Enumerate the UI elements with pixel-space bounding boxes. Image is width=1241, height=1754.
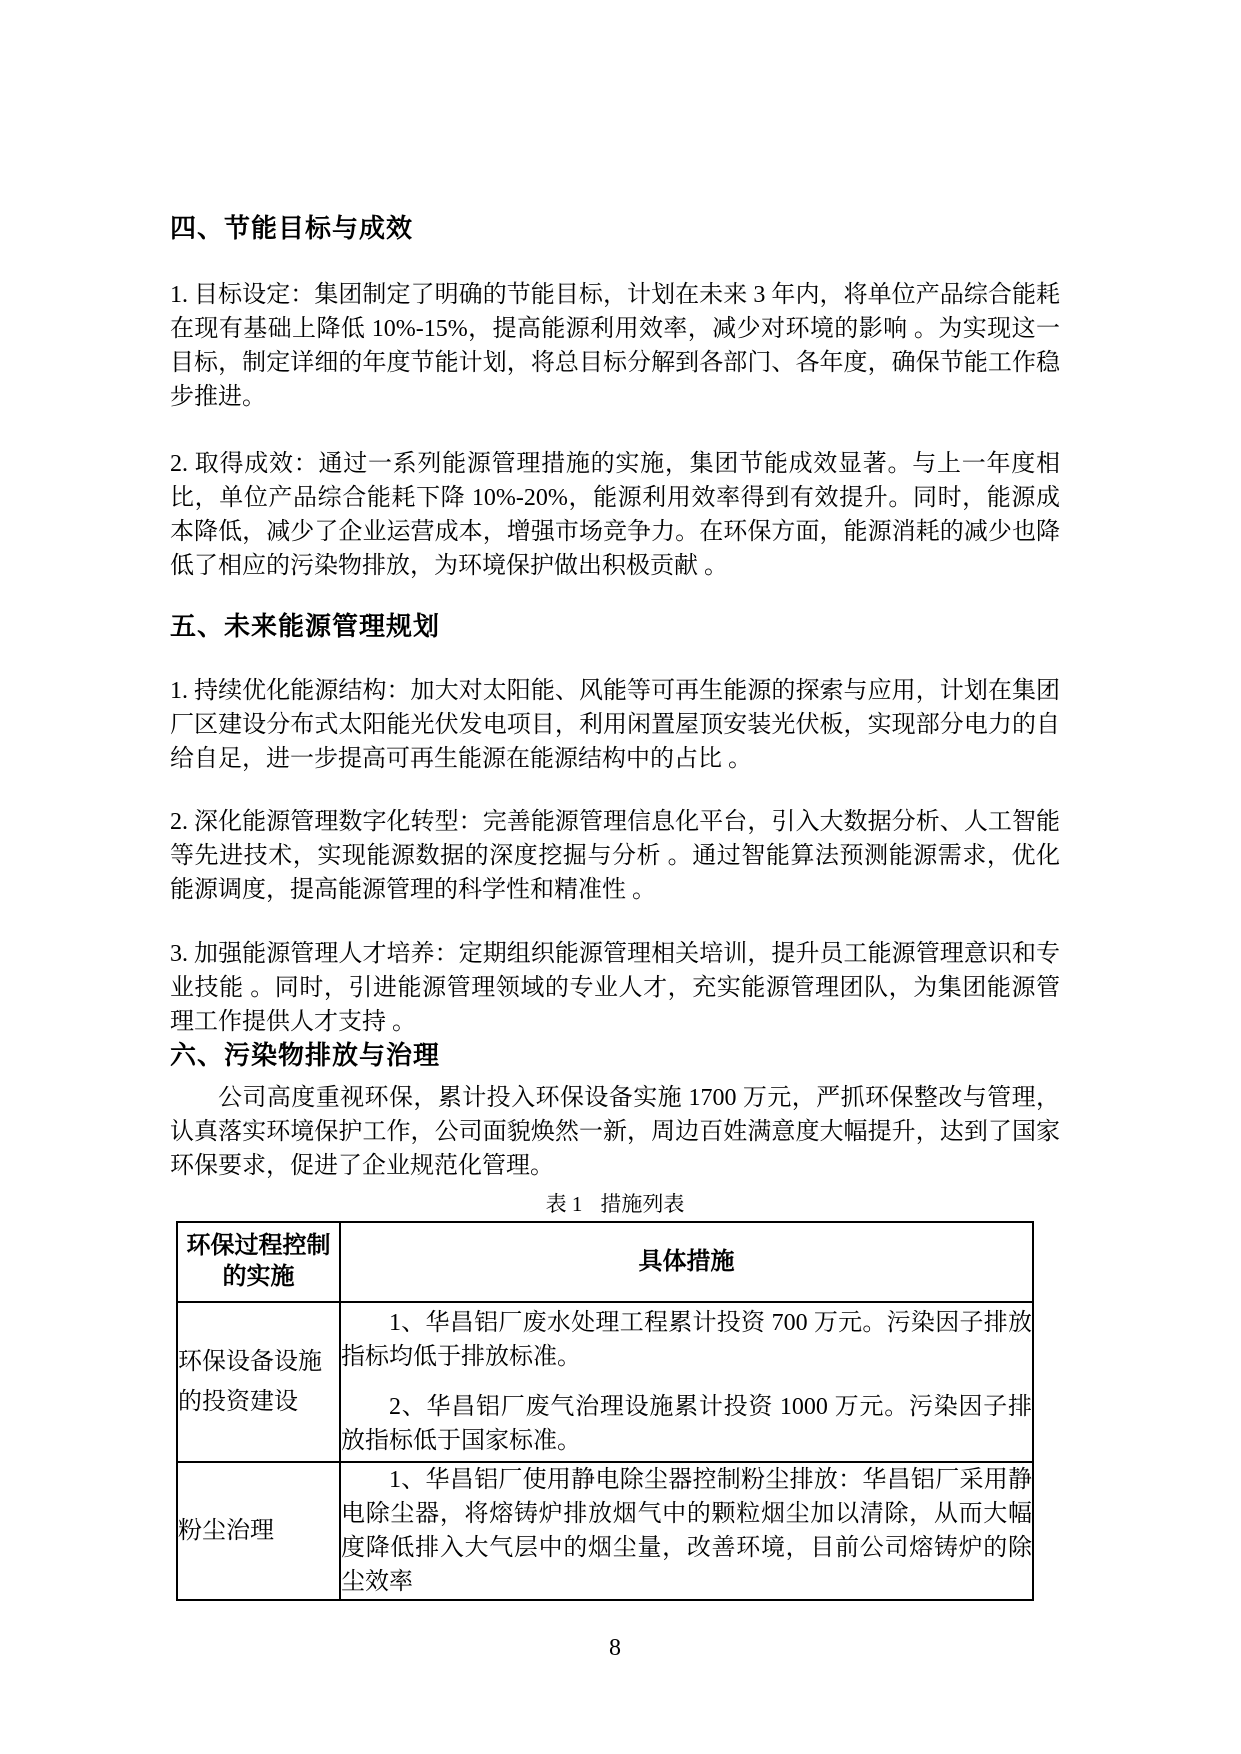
measure-item: 1、华昌铝厂使用静电除尘器控制粉尘排放：华昌铝厂采用静电除尘器，将熔铸炉排放烟气中的颗粒烟尘加以清除，从而大幅度降低排入大气层中的烟尘量，改善环境，目前公司熔铸炉的除尘效率 — [341, 1467, 1032, 1595]
table-caption-label: 表 1 — [545, 1192, 583, 1216]
measure-item: 2、华昌铝厂废气治理设施累计投资 1000 万元。污染因子排放指标低于国家标准。 — [341, 1394, 1032, 1454]
paragraph-environmental-investment: 公司高度重视环保，累计投入环保设备实施 1700 万元，严抓环保整改与管理，认真落实环境保护工作，公司面貌焕然一新，周边百姓满意度大幅提升，达到了国家环保要求，促进了企业规范化管理。 — [170, 1085, 1060, 1179]
table-row — [177, 1302, 1033, 1462]
paragraph-talent-development: 3. 加强能源管理人才培养：定期组织能源管理相关培训，提升员工能源管理意识和专业技能 。同时，引进能源管理领域的专业人才，充实能源管理团队，为集团能源管理工作提供人才支持 。 — [170, 941, 1060, 1035]
paragraph-optimize-energy-structure: 1. 持续优化能源结构：加大对太阳能、风能等可再生能源的探索与应用，计划在集团厂区建设分布式太阳能光伏发电项目，利用闲置屋顶安装光伏板，实现部分电力的自给自足，进一步提高可再生能源在能源结构中的占比 。 — [170, 678, 1060, 772]
measure-item: 1、华昌铝厂废水处理工程累计投资 700 万元。污染因子排放指标均低于排放标准。 — [341, 1310, 1032, 1370]
table-header-process-control: 环保过程控制的实施 — [177, 1222, 340, 1302]
document-content — [170, 212, 1060, 1665]
section-heading-pollutant-control: 六、污染物排放与治理 — [170, 1041, 441, 1070]
row-label-equipment-investment: 环保设备设施的投资建设 — [177, 1302, 340, 1462]
row-content-dust-control — [340, 1462, 1033, 1600]
table-row — [177, 1462, 1033, 1600]
table-header-specific-measures: 具体措施 — [340, 1222, 1033, 1302]
paragraph-goal-setting: 1. 目标设定：集团制定了明确的节能目标，计划在未来 3 年内，将单位产品综合能耗在现有基础上降低 10%-15%，提高能源利用效率，减少对环境的影响 。为实现这一目标，制定详细的年度节能计划，将总目标分解到各部门、各年度，确保节能工作稳步推进。 — [170, 282, 1060, 410]
page-number: 8 — [609, 1635, 621, 1661]
row-content-equipment-investment — [340, 1302, 1033, 1462]
paragraph-achievements: 2. 取得成效：通过一系列能源管理措施的实施，集团节能成效显著。与上一年度相比，单位产品综合能耗下降 10%-20%，能源利用效率得到有效提升。同时，能源成本降低，减少了企业运营成本，增强市场竞争力。在环保方面，能源消耗的减少也降低了相应的污染物排放，为环境保护做出积极贡献 。 — [170, 451, 1060, 579]
section-heading-energy-saving-goals: 四、节能目标与成效 — [170, 214, 414, 243]
measures-table — [176, 1221, 1034, 1601]
paragraph-digital-transformation: 2. 深化能源管理数字化转型：完善能源管理信息化平台，引入大数据分析、人工智能等先进技术，实现能源数据的深度挖掘与分析 。通过智能算法预测能源需求，优化能源调度，提高能源管理的科学性和精准性 。 — [170, 809, 1060, 903]
table-caption — [170, 1190, 1060, 1218]
table-caption-title: 措施列表 — [600, 1192, 685, 1216]
table-header-row — [177, 1222, 1033, 1302]
row-label-dust-control: 粉尘治理 — [177, 1462, 340, 1600]
section-heading-future-energy-planning: 五、未来能源管理规划 — [170, 612, 441, 641]
